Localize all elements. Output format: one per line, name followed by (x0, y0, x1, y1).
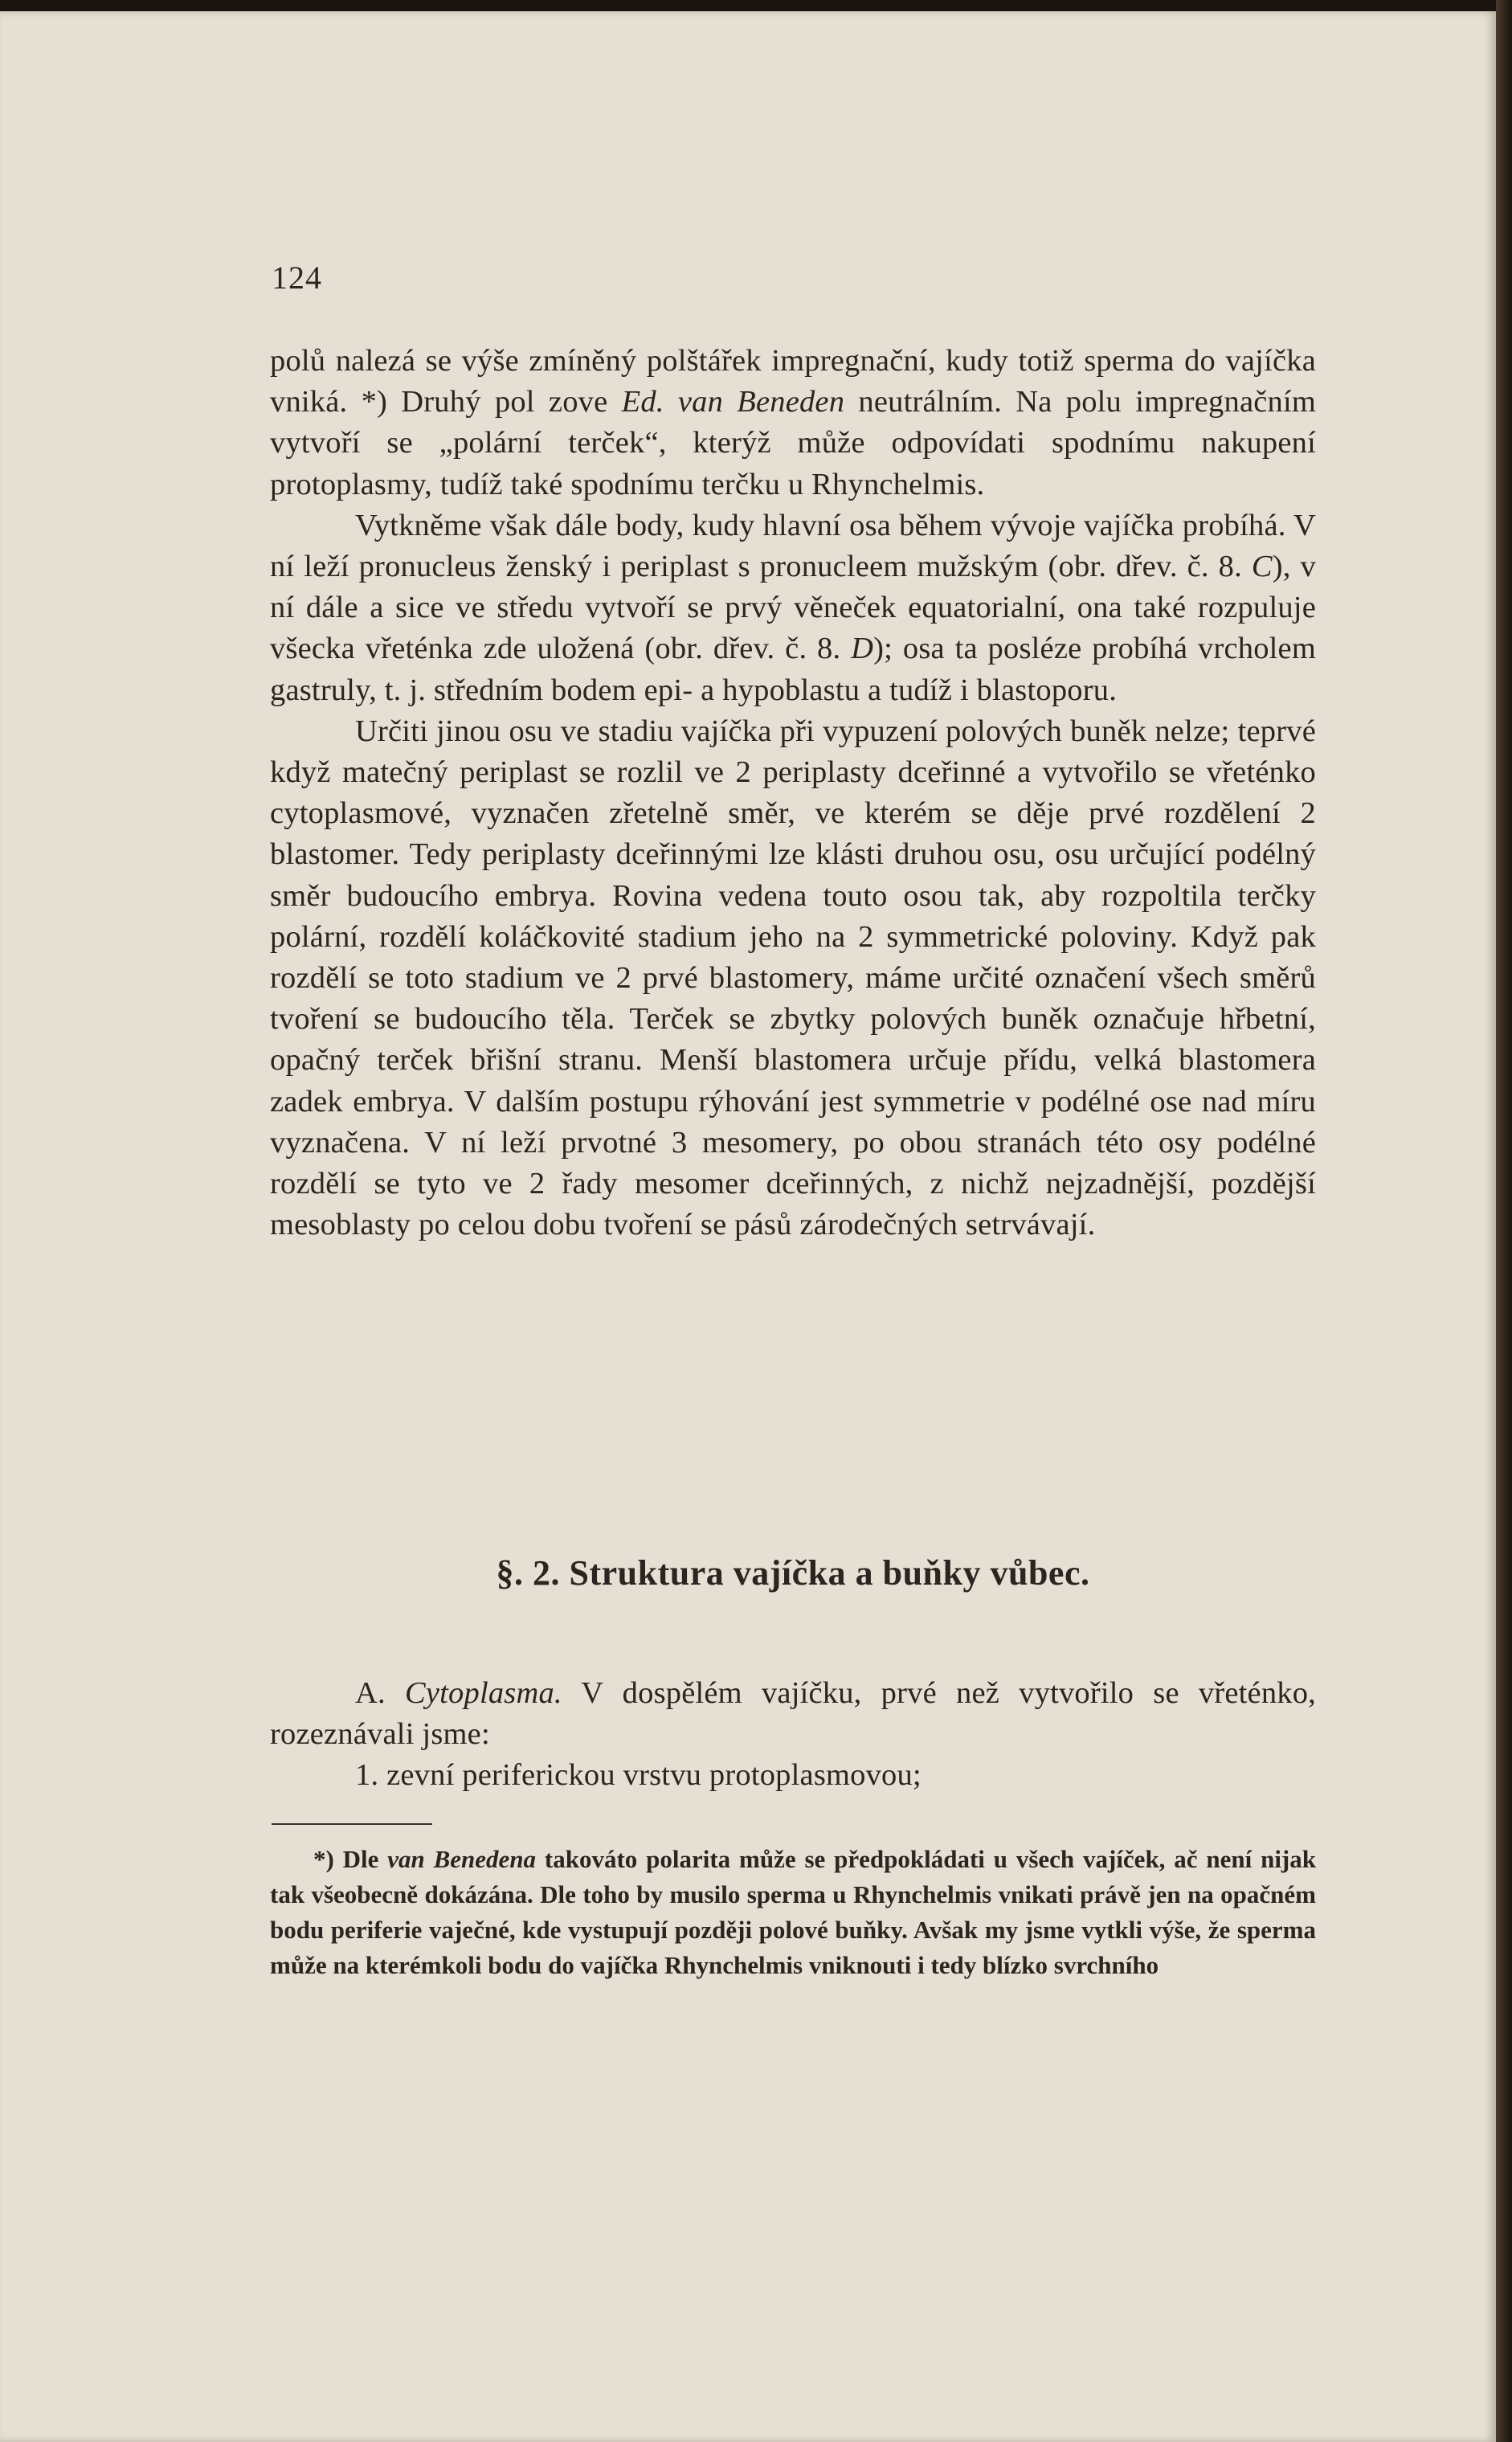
footnote-divider (272, 1823, 432, 1825)
italic-text: C (1251, 550, 1273, 584)
text-run: Určiti jinou osu ve stadiu vajíčka při vypuzení polových buněk nelze; teprvé když matečný periplast se rozlil ve 2 periplasty dceřinné a vytvořilo se vřeténko cytoplasmové, vyznačen zřetelně směr, ve kterém se děje prvé rozdělení 2 blastomer. Tedy periplasty dceřinnými lze klásti druhou osu, osu určující podélný směr budoucího embrya. Rovina vedena touto osou tak, aby rozpoltila terčky polární, rozdělí koláčkovité stadium jeho na 2 symmetrické poloviny. Když pak rozdělí se toto stadium ve 2 prvé blastomery, máme určité označení všech směrů tvoření se budoucího těla. Terček se zbytky polových buněk označuje hřbetní, opačný terček břišní stranu. Menší blastomera určuje přídu, velká blastomera zadek embrya. V dalším postupu rýhování jest symmetrie v podélné ose nad míru vyznačena. V ní leží prvotné 3 mesomery, po obou stranách této osy podélné rozdělí se tyto ve 2 řady mesomer dceřinných, z nichž nejzadnější, pozdější mesoblasty po celou dobu tvoření se pásů zárodečných setrvávají. (270, 714, 1316, 1242)
cytoplasma-text (270, 1673, 1316, 1797)
text-run: Dle (342, 1845, 388, 1873)
italic-text: Ed. van Beneden (621, 385, 845, 419)
main-text (270, 341, 1316, 1246)
paragraph (270, 341, 1316, 505)
book-page (0, 11, 1496, 2442)
italic-text: Cytoplasma. (404, 1676, 562, 1710)
text-run: polů nalezá se výše zmíněný polštářek impregnační, kudy totiž sperma do vajíčka vniká. *) Druhý pol zove (270, 344, 1316, 419)
section-heading: §. 2. Struktura vajíčka a buňky vůbec. (496, 1553, 1090, 1593)
text-run: 1. zevní periferickou vrstvu protoplasmovou; (355, 1758, 922, 1793)
footnote (270, 1842, 1316, 1983)
paragraph (270, 505, 1316, 711)
italic-text: D (851, 632, 874, 666)
footnote-paragraph (270, 1842, 1316, 1983)
text-run: neutrálním. Na polu impregnačním vytvoří se „polární terček“, kterýž může odpovídati spodnímu nakupení protoplasmy, tudíž také spodnímu terčku u Rhynchelmis. (270, 385, 1317, 501)
paragraph (270, 1673, 1316, 1755)
text-run: A. (355, 1676, 405, 1710)
text-run: takováto polarita může se předpokládati u všech vajíček, ač není nijak tak všeobecně dokázána. Dle toho by musilo sperma u Rhynchelmis vnikati právě jen na opačném bodu periferie vaječné, kde vystupují později polové buňky. Avšak my jsme vytkli výše, že sperma může na kterémkoli bodu do vajíčka Rhynchelmis vniknouti i tedy blízko svrchního (270, 1845, 1316, 1979)
page-number: 124 (272, 260, 322, 296)
text-run: V dospělém vajíčku, prvé než vytvořilo se vřeténko, rozeznávali jsme: (270, 1676, 1317, 1752)
paragraph (270, 1755, 1316, 1796)
text-run: ), v ní dále a sice ve středu vytvoří se prvý věneček equatorialní, ona také rozpuluje všecka vřeténka zde uložená (obr. dřev. č. 8. (270, 550, 1316, 666)
italic-text: van Benedena (387, 1845, 537, 1873)
text-run: ); osa ta posléze probíhá vrcholem gastruly, t. j. středním bodem epi- a hypoblastu a tudíž i blastoporu. (270, 632, 1316, 707)
page-edge-shadow (1496, 0, 1512, 2442)
text-run: Vytkněme však dále body, kudy hlavní osa během vývoje vajíčka probíhá. V ní leží pronucleus ženský i periplast s pronucleem mužským (obr. dřev. č. 8. (270, 508, 1316, 584)
footnote-mark: *) (313, 1845, 334, 1873)
paragraph (270, 711, 1316, 1246)
